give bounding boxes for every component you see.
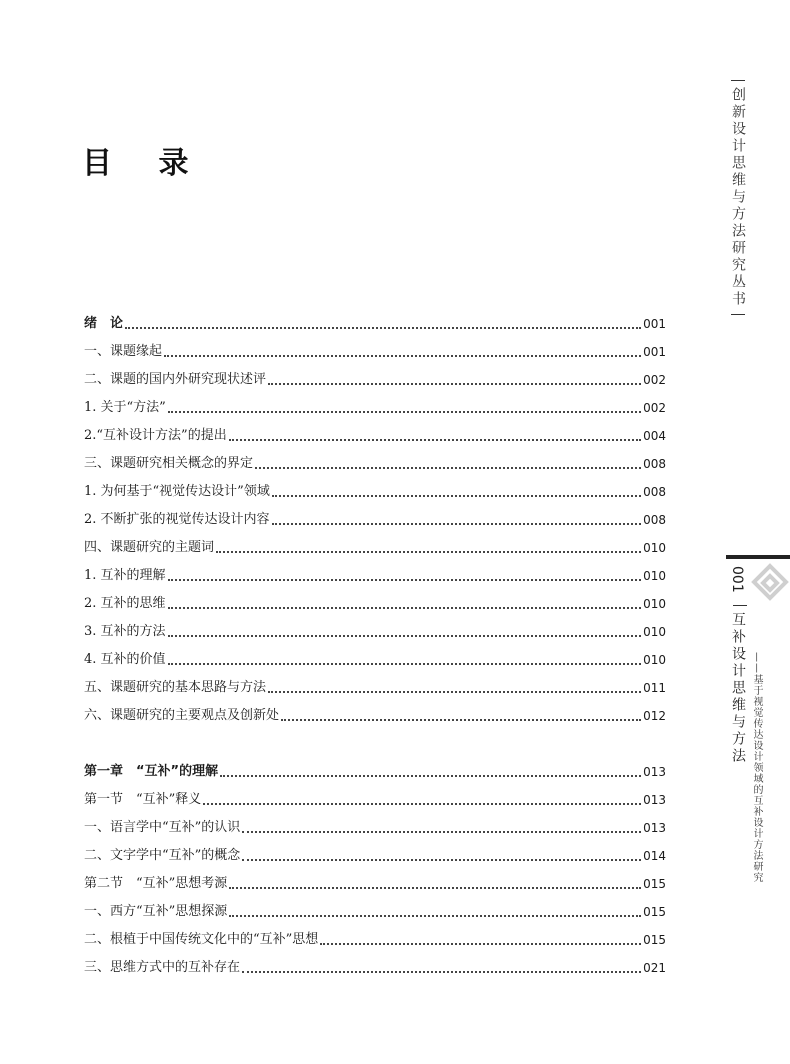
toc-entry-label: 一、西方“互补”思想探源 (84, 904, 228, 919)
toc-entry[interactable] (84, 674, 666, 696)
toc-entry[interactable] (84, 842, 666, 864)
toc-entry-page: 010 (643, 625, 666, 639)
toc-entry[interactable] (84, 478, 666, 500)
toc-entry-label: 3. 互补的方法 (84, 624, 166, 639)
toc-entry[interactable] (84, 898, 666, 920)
toc-entry-label: 四、课题研究的主题词 (84, 540, 215, 555)
series-rule-bottom (731, 314, 745, 315)
toc-entry-label: 第一节 “互补”释义 (84, 792, 202, 807)
series-title-block (728, 80, 748, 315)
toc-entry-page: 010 (643, 653, 666, 667)
toc-entry-page: 021 (643, 961, 666, 975)
toc-leader-dots (281, 719, 641, 721)
toc-leader-dots (220, 775, 641, 777)
series-rule-top (731, 80, 745, 81)
toc-entry[interactable] (84, 618, 666, 640)
toc-entry-label: 2. 互补的思维 (84, 596, 166, 611)
toc-entry[interactable] (84, 422, 666, 444)
toc-leader-dots (229, 915, 641, 917)
toc-leader-dots (203, 803, 641, 805)
toc-leader-dots (125, 327, 641, 329)
toc-entry-label: 三、课题研究相关概念的界定 (84, 456, 254, 471)
toc-leader-dots (272, 523, 642, 525)
toc-entry-label: 4. 互补的价值 (84, 652, 166, 667)
toc-entry-page: 010 (643, 569, 666, 583)
toc-entry-page: 012 (643, 709, 666, 723)
toc-entry-label: 六、课题研究的主要观点及创新处 (84, 708, 280, 723)
toc-entry-page: 008 (643, 485, 666, 499)
toc-entry[interactable] (84, 786, 666, 808)
toc-entry[interactable] (84, 926, 666, 948)
toc-leader-dots (242, 971, 641, 973)
page-number-divider (733, 605, 747, 606)
toc-leader-dots (229, 439, 641, 441)
toc-entry[interactable] (84, 534, 666, 556)
toc-entry-label: 五、课题研究的基本思路与方法 (84, 680, 267, 695)
toc-entry-page: 002 (643, 401, 666, 415)
toc-entry[interactable] (84, 338, 666, 360)
toc-leader-dots (168, 411, 641, 413)
toc-entry-page: 013 (643, 765, 666, 779)
toc-entry-page: 001 (643, 317, 666, 331)
toc-entry-page: 008 (643, 457, 666, 471)
toc-entry-page: 010 (643, 597, 666, 611)
toc-entry-page: 002 (643, 373, 666, 387)
toc-entry[interactable] (84, 814, 666, 836)
page-marker-bar (726, 555, 790, 559)
toc-leader-dots (242, 831, 641, 833)
toc-entry-label: 一、语言学中“互补”的认识 (84, 820, 241, 835)
toc-entry[interactable] (84, 590, 666, 612)
toc-entry-label: 二、文字学中“互补”的概念 (84, 848, 241, 863)
toc-leader-dots (164, 355, 641, 357)
toc-entry-page: 001 (643, 345, 666, 359)
toc-entry[interactable] (84, 450, 666, 472)
toc-entry-label: 2.“互补设计方法”的提出 (84, 428, 227, 443)
toc-leader-dots (168, 579, 642, 581)
toc-leader-dots (268, 691, 641, 693)
book-subtitle: ——基于视觉传达设计领域的互补设计方法研究 (751, 652, 762, 883)
toc-entry[interactable] (84, 394, 666, 416)
toc-leader-dots (268, 383, 641, 385)
toc-leader-dots (272, 495, 641, 497)
toc-entry-page: 015 (643, 933, 666, 947)
toc-leader-dots (255, 467, 641, 469)
toc-entry[interactable] (84, 310, 666, 332)
toc-entry[interactable] (84, 562, 666, 584)
toc-entry-label: 第二节 “互补”思想考源 (84, 876, 228, 891)
toc-entry-page: 015 (643, 877, 666, 891)
toc-entry-label: 2. 不断扩张的视觉传达设计内容 (84, 512, 270, 527)
toc-entry-label: 三、思维方式中的互补存在 (84, 960, 241, 975)
page-title: 目 录 (82, 146, 207, 181)
toc-entry[interactable] (84, 758, 666, 780)
toc-entry-page: 004 (643, 429, 666, 443)
toc-entry-label: 第一章 “互补”的理解 (84, 764, 219, 779)
toc-entry-label: 1. 互补的理解 (84, 568, 166, 583)
toc-entry[interactable] (84, 870, 666, 892)
toc-leader-dots (168, 663, 642, 665)
toc-entry[interactable] (84, 646, 666, 668)
toc-leader-dots (168, 607, 642, 609)
series-title: 创新设计思维与方法研究丛书 (730, 87, 746, 308)
toc-entry-label: 1. 关于“方法” (84, 400, 166, 415)
toc-entry-label: 1. 为何基于“视觉传达设计”领域 (84, 484, 270, 499)
toc-entry-page: 011 (643, 681, 666, 695)
toc-leader-dots (168, 635, 642, 637)
toc-entry-label: 二、根植于中国传统文化中的“互补”思想 (84, 932, 319, 947)
page-number: 001 (729, 566, 745, 593)
toc-entry[interactable] (84, 366, 666, 388)
toc-entry[interactable] (84, 954, 666, 976)
toc-leader-dots (242, 859, 641, 861)
publisher-logo-icon (750, 560, 790, 610)
book-title: 互补设计思维与方法 (730, 612, 746, 765)
toc-leader-dots (216, 551, 641, 553)
toc-entry[interactable] (84, 506, 666, 528)
toc-entry[interactable] (84, 702, 666, 724)
toc-entry-page: 010 (643, 541, 666, 555)
toc-leader-dots (229, 887, 641, 889)
toc-entry-page: 013 (643, 793, 666, 807)
toc-entry-label: 绪 论 (84, 316, 124, 331)
toc-entry-page: 008 (643, 513, 666, 527)
toc-entry-page: 014 (643, 849, 666, 863)
toc-entry-page: 015 (643, 905, 666, 919)
toc-entry-label: 一、课题缘起 (84, 344, 163, 359)
toc-entry-label: 二、课题的国内外研究现状述评 (84, 372, 267, 387)
toc-entry-page: 013 (643, 821, 666, 835)
toc-leader-dots (320, 943, 641, 945)
